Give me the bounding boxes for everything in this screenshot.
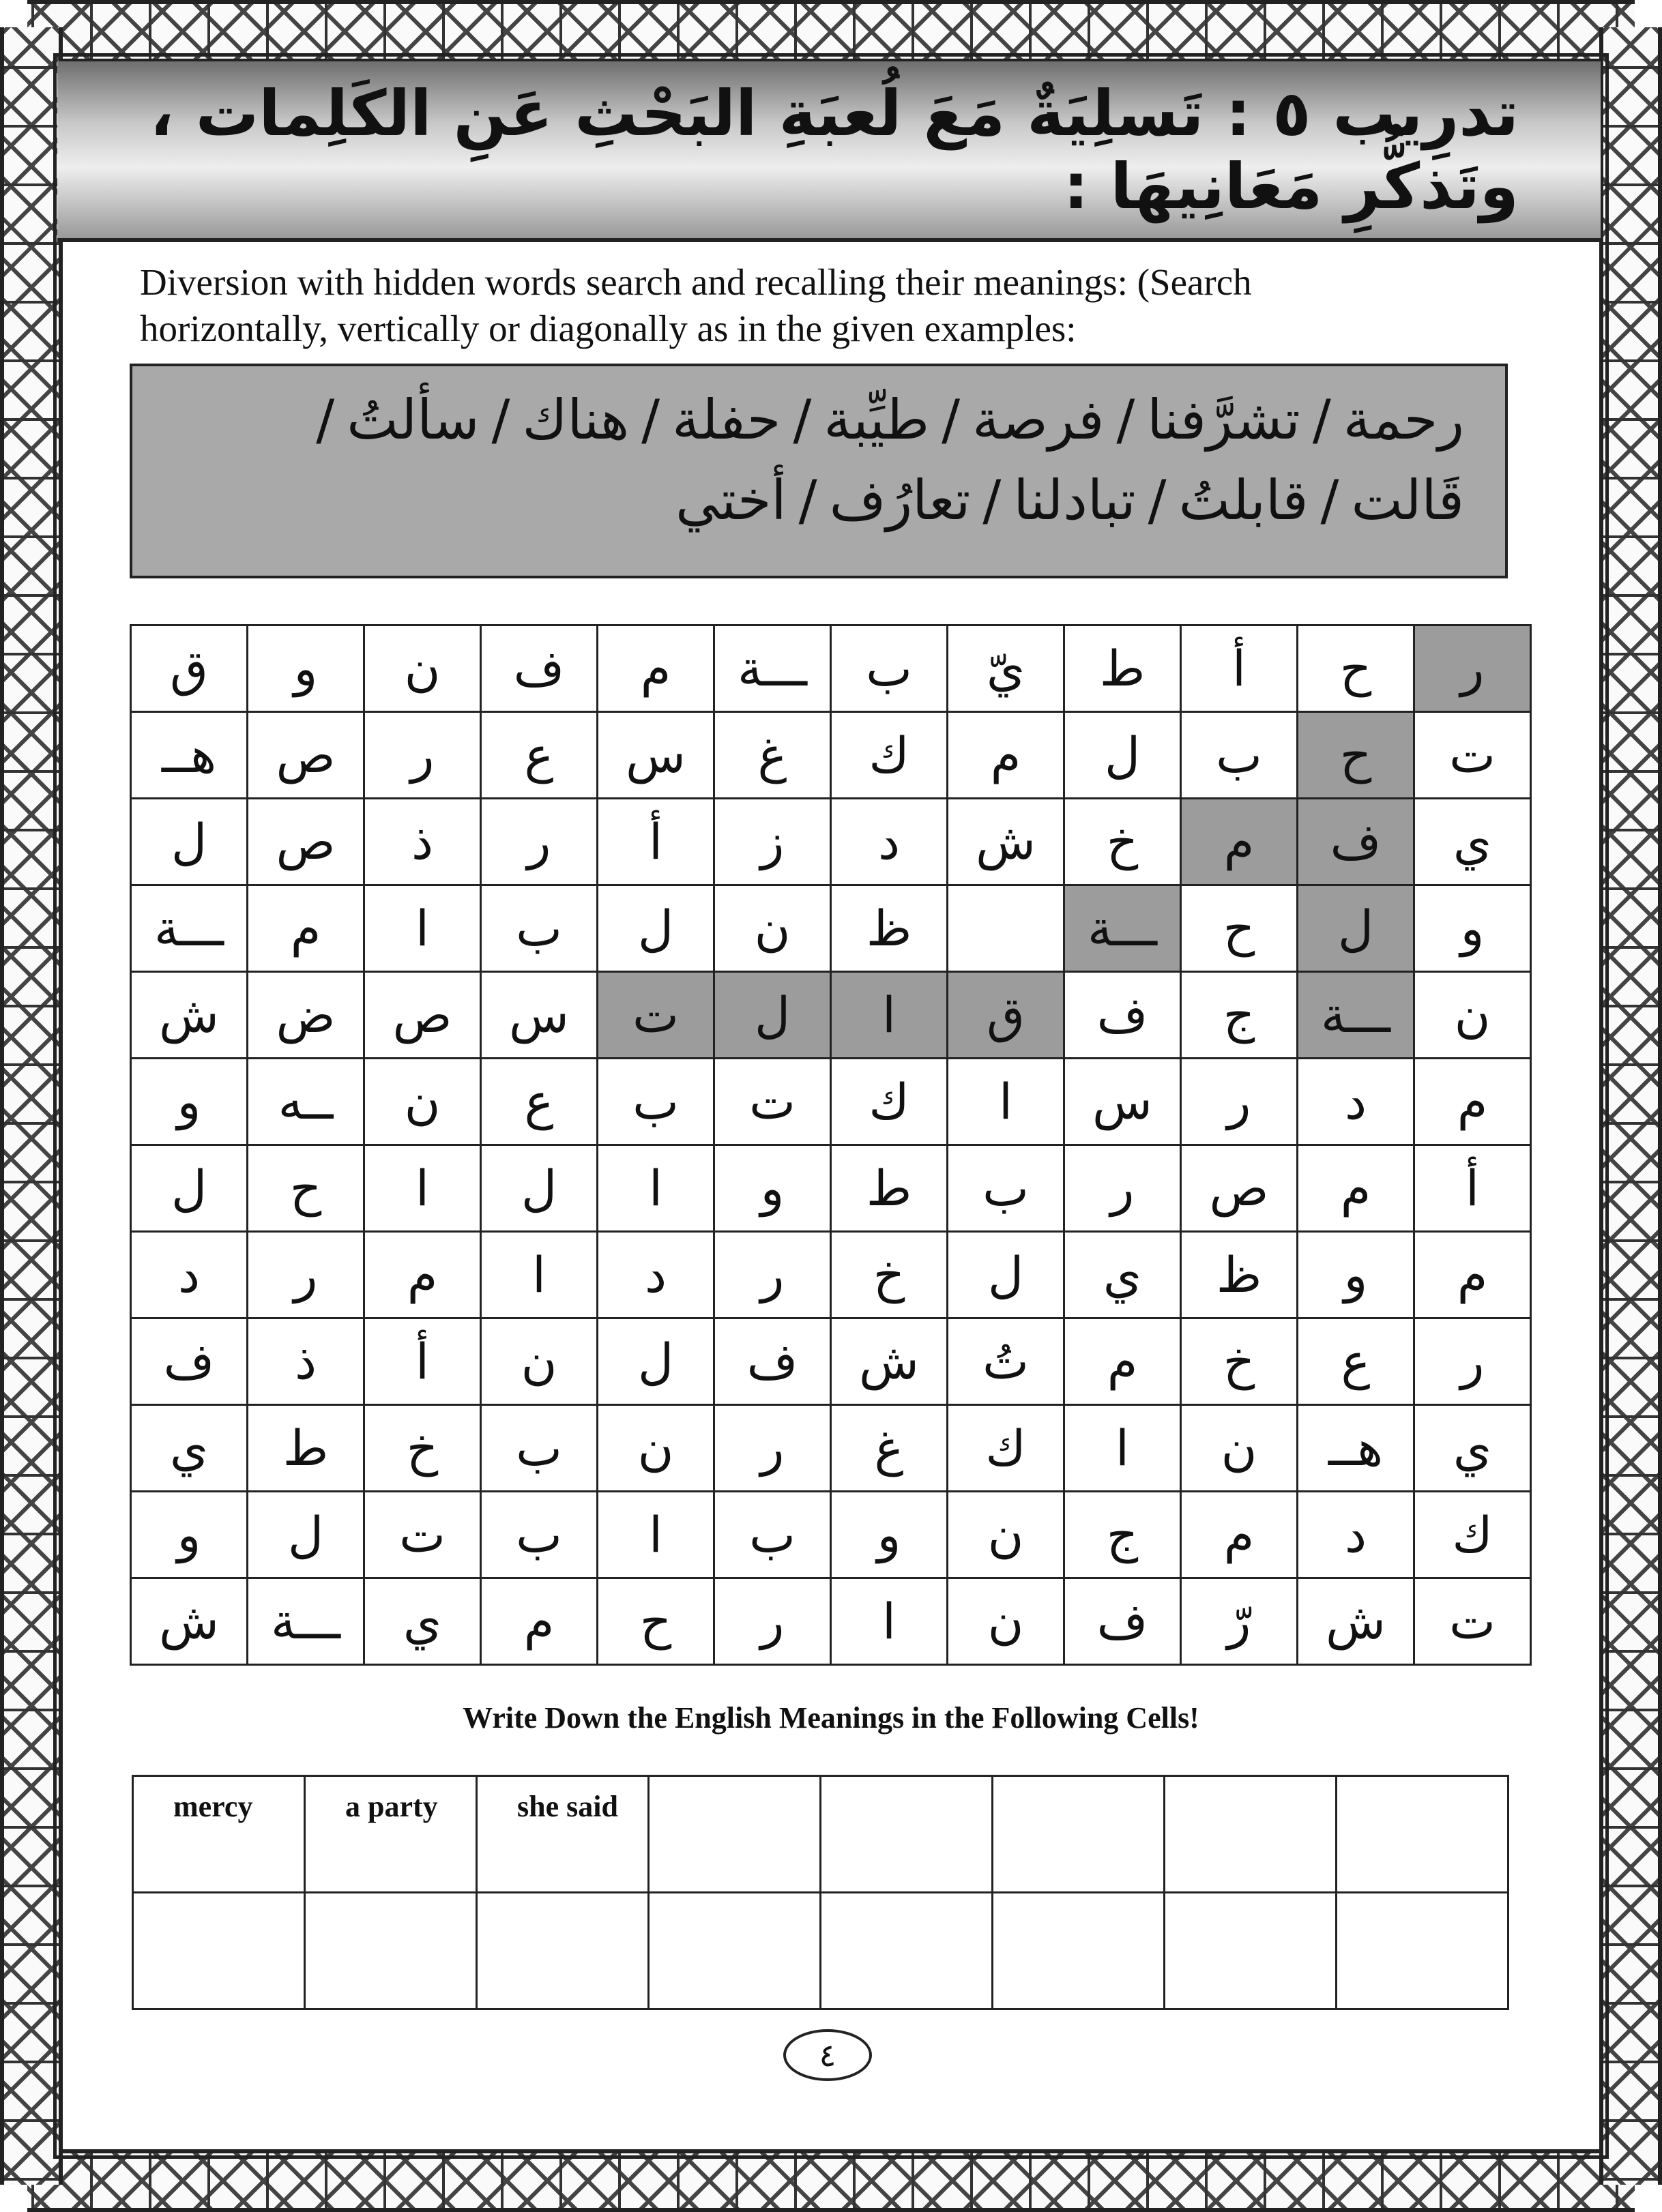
answer-cell[interactable]: [993, 1893, 1165, 2009]
grid-cell[interactable]: ح: [1298, 712, 1414, 799]
grid-cell[interactable]: ل: [948, 1232, 1064, 1318]
grid-cell[interactable]: ن: [1181, 1405, 1298, 1492]
grid-row: [131, 1578, 1531, 1665]
word-list-item: تشرَّفنا: [1147, 388, 1300, 452]
grid-cell[interactable]: ن: [1414, 972, 1531, 1059]
grid-cell[interactable]: [948, 885, 1064, 972]
grid-cell[interactable]: ا: [481, 1232, 598, 1318]
word-list-item: تبادلنا: [1013, 469, 1136, 532]
grid-cell[interactable]: ب: [598, 1059, 714, 1145]
grid-cell[interactable]: ك: [831, 1059, 948, 1145]
answer-cell[interactable]: [1165, 1893, 1337, 2009]
grid-cell[interactable]: و: [714, 1145, 831, 1232]
word-separator: /: [641, 388, 660, 452]
grid-cell[interactable]: ق: [948, 972, 1064, 1059]
grid-cell[interactable]: س: [481, 972, 598, 1059]
grid-cell[interactable]: ك: [831, 712, 948, 799]
grid-row: [131, 712, 1531, 799]
grid-cell[interactable]: ـــة: [714, 625, 831, 712]
answer-cell[interactable]: mercy: [133, 1776, 305, 1893]
page-number: ٤: [783, 2029, 872, 2081]
grid-cell[interactable]: م: [248, 885, 364, 972]
grid-cell[interactable]: ا: [598, 1492, 714, 1578]
grid-cell[interactable]: ل: [131, 799, 248, 885]
grid-cell[interactable]: ي: [1414, 799, 1531, 885]
grid-cell[interactable]: ف: [1298, 799, 1414, 885]
grid-cell[interactable]: م: [1414, 1059, 1531, 1145]
grid-cell[interactable]: م: [1414, 1232, 1531, 1318]
grid-cell[interactable]: س: [598, 712, 714, 799]
grid-row: [131, 972, 1531, 1059]
grid-cell[interactable]: ب: [481, 1405, 598, 1492]
word-separator: /: [798, 469, 817, 532]
grid-cell[interactable]: ن: [714, 885, 831, 972]
grid-cell[interactable]: ح: [1181, 885, 1298, 972]
word-list-item: فرصة: [972, 388, 1105, 452]
grid-cell[interactable]: ت: [364, 1492, 481, 1578]
grid-cell[interactable]: ل: [1064, 712, 1181, 799]
grid-cell[interactable]: خ: [831, 1232, 948, 1318]
grid-cell[interactable]: ـــة: [248, 1578, 364, 1665]
answer-cell[interactable]: [649, 1776, 821, 1893]
grid-cell[interactable]: م: [1181, 1492, 1298, 1578]
grid-cell[interactable]: ر: [481, 799, 598, 885]
grid-cell[interactable]: و: [831, 1492, 948, 1578]
word-separator: /: [1148, 469, 1167, 532]
grid-cell[interactable]: ـــة: [1064, 885, 1181, 972]
grid-cell[interactable]: و: [248, 625, 364, 712]
grid-cell[interactable]: ط: [1064, 625, 1181, 712]
grid-cell[interactable]: أ: [1414, 1145, 1531, 1232]
grid-cell[interactable]: ن: [364, 625, 481, 712]
grid-cell[interactable]: د: [1298, 1492, 1414, 1578]
grid-cell[interactable]: ل: [714, 972, 831, 1059]
grid-cell[interactable]: ت: [1414, 1578, 1531, 1665]
grid-cell[interactable]: هــ: [131, 712, 248, 799]
grid-cell[interactable]: ل: [248, 1492, 364, 1578]
grid-cell[interactable]: و: [1414, 885, 1531, 972]
grid-cell[interactable]: ض: [248, 972, 364, 1059]
word-separator: /: [1116, 388, 1135, 452]
grid-cell[interactable]: أ: [598, 799, 714, 885]
grid-cell[interactable]: ر: [248, 1232, 364, 1318]
word-list-item: رحمة: [1343, 388, 1464, 452]
grid-cell[interactable]: ا: [598, 1145, 714, 1232]
word-separator: /: [316, 388, 335, 452]
grid-cell[interactable]: هــ: [1298, 1405, 1414, 1492]
grid-cell[interactable]: ر: [1414, 625, 1531, 712]
grid-cell[interactable]: و: [131, 1059, 248, 1145]
answer-cell[interactable]: [993, 1776, 1165, 1893]
grid-cell[interactable]: رّ: [1181, 1578, 1298, 1665]
grid-cell[interactable]: ع: [481, 1059, 598, 1145]
answers-table: [132, 1775, 1509, 2010]
grid-cell[interactable]: ش: [831, 1318, 948, 1405]
word-list-item: أختي: [675, 469, 787, 532]
grid-cell[interactable]: غ: [714, 712, 831, 799]
word-list-item: حفلة: [672, 388, 781, 452]
grid-cell[interactable]: ك: [948, 1405, 1064, 1492]
grid-cell[interactable]: ر: [364, 712, 481, 799]
grid-cell[interactable]: ل: [131, 1145, 248, 1232]
grid-cell[interactable]: ب: [481, 1492, 598, 1578]
grid-cell[interactable]: ع: [1298, 1318, 1414, 1405]
grid-row: [131, 1232, 1531, 1318]
grid-cell[interactable]: ك: [1414, 1492, 1531, 1578]
grid-cell[interactable]: س: [1064, 1059, 1181, 1145]
grid-cell[interactable]: ص: [364, 972, 481, 1059]
grid-cell[interactable]: ر: [714, 1232, 831, 1318]
grid-cell[interactable]: ت: [1414, 712, 1531, 799]
grid-cell[interactable]: د: [1298, 1059, 1414, 1145]
grid-cell[interactable]: ع: [481, 712, 598, 799]
grid-cell[interactable]: ق: [131, 625, 248, 712]
grid-cell[interactable]: ش: [131, 1578, 248, 1665]
grid-cell[interactable]: ن: [598, 1405, 714, 1492]
grid-cell[interactable]: ش: [131, 972, 248, 1059]
word-separator: /: [942, 388, 961, 452]
grid-cell[interactable]: ل: [598, 885, 714, 972]
grid-cell[interactable]: ب: [714, 1492, 831, 1578]
grid-cell[interactable]: ا: [831, 1578, 948, 1665]
answer-cell[interactable]: [821, 1776, 993, 1893]
grid-cell[interactable]: ن: [364, 1059, 481, 1145]
grid-cell[interactable]: خ: [1181, 1318, 1298, 1405]
grid-cell[interactable]: ـــة: [1298, 972, 1414, 1059]
grid-cell[interactable]: ر: [714, 1578, 831, 1665]
answer-cell[interactable]: [821, 1893, 993, 2009]
title-banner: [57, 61, 1601, 242]
grid-cell[interactable]: يّ: [948, 625, 1064, 712]
grid-cell[interactable]: ت: [598, 972, 714, 1059]
grid-cell[interactable]: ف: [1064, 972, 1181, 1059]
grid-cell[interactable]: ف: [131, 1318, 248, 1405]
grid-cell[interactable]: و: [131, 1492, 248, 1578]
grid-row: [131, 1318, 1531, 1405]
grid-cell[interactable]: ا: [948, 1059, 1064, 1145]
grid-cell[interactable]: ب: [1181, 712, 1298, 799]
grid-cell[interactable]: ح: [598, 1578, 714, 1665]
answers-row: [133, 1893, 1508, 2009]
word-list-item: هناك: [522, 388, 630, 452]
grid-cell[interactable]: ــه: [248, 1059, 364, 1145]
grid-cell[interactable]: ط: [248, 1405, 364, 1492]
grid-cell[interactable]: م: [1181, 799, 1298, 885]
grid-cell[interactable]: ي: [1414, 1405, 1531, 1492]
grid-cell[interactable]: أ: [364, 1318, 481, 1405]
grid-row: [131, 625, 1531, 712]
grid-cell[interactable]: م: [948, 712, 1064, 799]
word-separator: /: [1320, 469, 1339, 532]
grid-cell[interactable]: ص: [1181, 1145, 1298, 1232]
grid-cell[interactable]: ي: [364, 1578, 481, 1665]
word-list-item: طيِّبة: [823, 388, 930, 452]
grid-row: [131, 799, 1531, 885]
grid-cell[interactable]: ج: [1064, 1492, 1181, 1578]
word-list: [130, 364, 1508, 578]
grid-row: [131, 1492, 1531, 1578]
word-list-item: سألتُ: [347, 388, 480, 452]
grid-row: [131, 1145, 1531, 1232]
word-separator: /: [1312, 388, 1331, 452]
grid-cell[interactable]: ح: [1298, 625, 1414, 712]
grid-cell[interactable]: ب: [948, 1145, 1064, 1232]
grid-cell[interactable]: ن: [948, 1578, 1064, 1665]
page-title: تدرِيب ٥ : تَسلِيَةٌ مَعَ لُعبَةِ البَحْثِ عَنِ الكَلِمات ، وتَذكُّرِ مَعَانِيهَا :: [149, 76, 1519, 223]
grid-cell[interactable]: د: [598, 1232, 714, 1318]
grid-row: [131, 1059, 1531, 1145]
grid-cell[interactable]: ش: [1298, 1578, 1414, 1665]
grid-cell[interactable]: ح: [248, 1145, 364, 1232]
answer-cell[interactable]: [133, 1893, 305, 2009]
grid-cell[interactable]: م: [1064, 1318, 1181, 1405]
grid-cell[interactable]: م: [1298, 1145, 1414, 1232]
word-search-grid: [130, 624, 1532, 1666]
word-separator: /: [793, 388, 812, 452]
grid-cell[interactable]: ب: [481, 885, 598, 972]
grid-cell[interactable]: ص: [248, 799, 364, 885]
grid-row: [131, 885, 1531, 972]
grid-cell[interactable]: ا: [364, 1145, 481, 1232]
grid-cell[interactable]: ر: [714, 1405, 831, 1492]
grid-cell[interactable]: ا: [364, 885, 481, 972]
word-list-item: تعارُف: [829, 469, 971, 532]
grid-cell[interactable]: ا: [1064, 1405, 1181, 1492]
grid-cell[interactable]: ذ: [364, 799, 481, 885]
grid-cell[interactable]: خ: [364, 1405, 481, 1492]
answer-cell[interactable]: [1337, 1893, 1508, 2009]
grid-cell[interactable]: ل: [1298, 885, 1414, 972]
grid-cell[interactable]: م: [364, 1232, 481, 1318]
answer-cell[interactable]: she said: [477, 1776, 649, 1893]
grid-cell[interactable]: ا: [831, 972, 948, 1059]
grid-row: [131, 1405, 1531, 1492]
answer-cell[interactable]: [477, 1893, 649, 2009]
grid-cell[interactable]: ل: [481, 1145, 598, 1232]
grid-cell[interactable]: تُ: [948, 1318, 1064, 1405]
answer-cell[interactable]: a party: [305, 1776, 477, 1893]
grid-cell[interactable]: ر: [1414, 1318, 1531, 1405]
answers-row: [133, 1776, 1508, 1893]
grid-cell[interactable]: ر: [1181, 1059, 1298, 1145]
grid-cell[interactable]: ي: [131, 1405, 248, 1492]
grid-cell[interactable]: ـــة: [131, 885, 248, 972]
grid-cell[interactable]: غ: [831, 1405, 948, 1492]
word-separator: /: [982, 469, 1002, 532]
grid-cell[interactable]: م: [481, 1578, 598, 1665]
grid-cell[interactable]: ف: [714, 1318, 831, 1405]
answers-heading: Write Down the English Meanings in the Following Cells!: [463, 1701, 1199, 1735]
grid-cell[interactable]: ف: [1064, 1578, 1181, 1665]
grid-cell[interactable]: ل: [598, 1318, 714, 1405]
grid-cell[interactable]: ظ: [831, 885, 948, 972]
answer-cell[interactable]: [1337, 1776, 1508, 1893]
grid-cell[interactable]: ت: [714, 1059, 831, 1145]
grid-cell[interactable]: و: [1298, 1232, 1414, 1318]
grid-cell[interactable]: أ: [1181, 625, 1298, 712]
grid-cell[interactable]: م: [598, 625, 714, 712]
grid-cell[interactable]: ط: [831, 1145, 948, 1232]
word-separator: /: [491, 388, 510, 452]
answer-cell[interactable]: [649, 1893, 821, 2009]
grid-cell[interactable]: د: [131, 1232, 248, 1318]
grid-cell[interactable]: ص: [248, 712, 364, 799]
grid-cell[interactable]: ش: [948, 799, 1064, 885]
grid-cell[interactable]: ج: [1181, 972, 1298, 1059]
word-list-item: قَالت: [1351, 469, 1464, 532]
grid-cell[interactable]: ف: [481, 625, 598, 712]
grid-cell[interactable]: ي: [1064, 1232, 1181, 1318]
answer-cell[interactable]: [1165, 1776, 1337, 1893]
grid-cell[interactable]: ب: [831, 625, 948, 712]
grid-cell[interactable]: ن: [481, 1318, 598, 1405]
word-list-item: قابلتُ: [1178, 469, 1309, 532]
grid-cell[interactable]: ظ: [1181, 1232, 1298, 1318]
grid-cell[interactable]: ر: [1064, 1145, 1181, 1232]
grid-cell[interactable]: ز: [714, 799, 831, 885]
grid-cell[interactable]: خ: [1064, 799, 1181, 885]
answer-cell[interactable]: [305, 1893, 477, 2009]
grid-cell[interactable]: ن: [948, 1492, 1064, 1578]
instructions: Diversion with hidden words search and recalling their meanings: (Search horizontally, vertically or diagonally as in the given examples:: [140, 261, 1252, 349]
grid-cell[interactable]: د: [831, 799, 948, 885]
grid-cell[interactable]: ذ: [248, 1318, 364, 1405]
